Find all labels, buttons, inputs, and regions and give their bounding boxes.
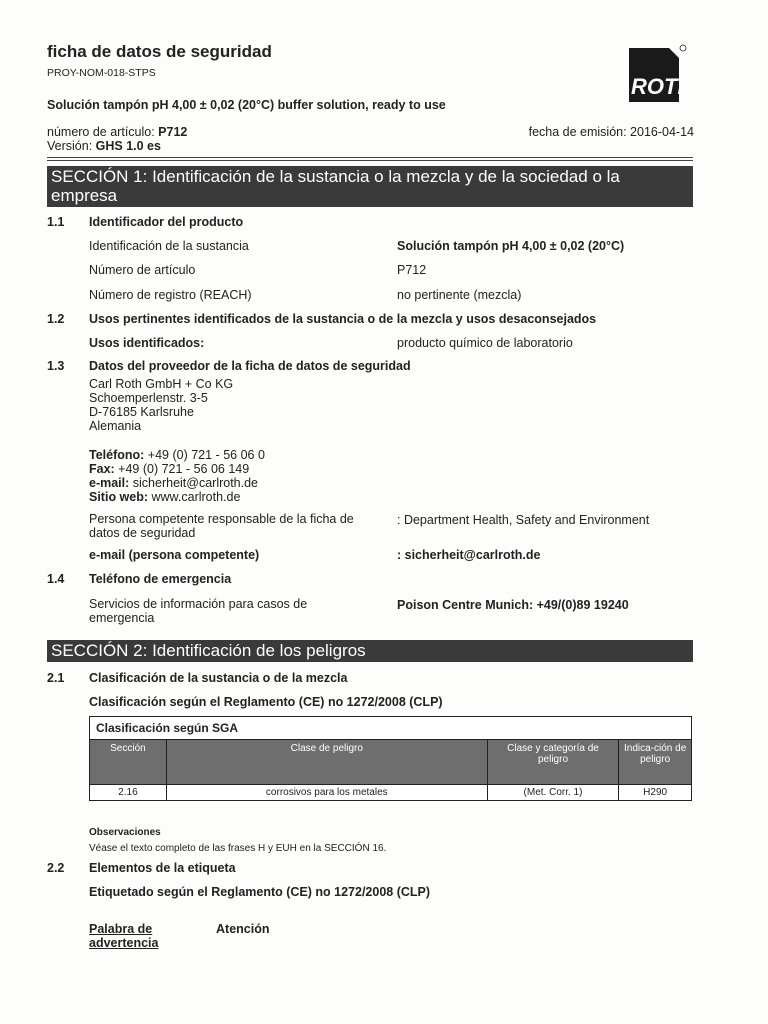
phone-value: +49 (0) 721 - 56 06 0 — [144, 448, 265, 462]
address-line: D-76185 Karlsruhe — [89, 405, 194, 419]
header-divider — [47, 157, 693, 158]
web-value[interactable]: www.carlroth.de — [148, 490, 241, 504]
section-1-2-number: 1.2 — [47, 312, 65, 326]
row-label: Identificación de la sustancia — [89, 239, 249, 253]
row-value: no pertinente (mezcla) — [397, 288, 522, 302]
fax-label: Fax: — [89, 462, 115, 476]
responsible-label — [89, 512, 354, 540]
roth-logo — [623, 44, 694, 104]
table-header: Sección — [90, 740, 167, 785]
header-divider-2 — [47, 160, 693, 161]
signal-word-label — [89, 922, 158, 950]
supplier-contacts — [89, 448, 265, 504]
section-2-2-subheading: Etiquetado según el Reglamento (CE) no 1272/2008 (CLP) — [89, 885, 431, 899]
row-value: P712 — [397, 263, 427, 277]
signal-word-label-line: Palabra de — [89, 922, 153, 936]
table-header: Indica-ción de peligro — [619, 740, 692, 785]
article-value: P712 — [158, 125, 188, 139]
table-cell: corrosivos para los metales — [166, 785, 487, 801]
product-line: Solución tampón pH 4,00 ± 0,02 (20°C) buffer solution, ready to use — [47, 98, 446, 112]
address-line: Schoemperlenstr. 3-5 — [89, 391, 208, 405]
uses-label: Usos identificados: — [89, 336, 205, 350]
section-2-2-heading: Elementos de la etiqueta — [89, 861, 236, 875]
document-title: ficha de datos de seguridad — [47, 42, 272, 61]
phone-label: Teléfono: — [89, 448, 145, 462]
section-1-title: SECCIÓN 1: Identificación de la sustancia o la mezcla y de la sociedad o la empresa — [47, 166, 693, 207]
section-1-1-number: 1.1 — [47, 215, 65, 229]
competent-email-value[interactable]: : sicherheit@carlroth.de — [397, 548, 541, 562]
issue-date: fecha de emisión: 2016-04-14 — [528, 125, 694, 139]
emergency-label-line: emergencia — [89, 611, 155, 625]
norm-reference: PROY-NOM-018-STPS — [47, 67, 156, 79]
article-label: número de artículo: — [47, 125, 159, 139]
section-2-1-number: 2.1 — [47, 671, 65, 685]
section-1-1-heading: Identificador del producto — [89, 215, 244, 229]
web-label: Sitio web: — [89, 490, 149, 504]
responsible-label-line: Persona competente responsable de la ficha de — [89, 512, 354, 526]
table-cell: H290 — [619, 785, 692, 801]
responsible-value: : Department Health, Safety and Environment — [397, 513, 650, 527]
section-2-1-heading: Clasificación de la sustancia o de la mezcla — [89, 671, 348, 685]
section-2-1-subheading: Clasificación según el Reglamento (CE) no 1272/2008 (CLP) — [89, 695, 443, 709]
supplier-address — [89, 377, 233, 433]
emergency-label-line: Servicios de información para casos de — [89, 597, 308, 611]
address-line: Carl Roth GmbH + Co KG — [89, 377, 234, 391]
emergency-label — [89, 597, 307, 625]
section-2-2-number: 2.2 — [47, 861, 65, 875]
address-line: Alemania — [89, 419, 142, 433]
fax-value: +49 (0) 721 - 56 06 149 — [114, 462, 250, 476]
table-row — [90, 785, 692, 801]
signal-word-value: Atención — [216, 922, 270, 936]
logo-text: ROTH — [631, 74, 694, 99]
email-value[interactable]: sicherheit@carlroth.de — [129, 476, 259, 490]
version-value: GHS 1.0 es — [95, 139, 161, 153]
section-1-3-number: 1.3 — [47, 359, 65, 373]
section-1-4-heading: Teléfono de emergencia — [89, 572, 232, 586]
row-label: Número de artículo — [89, 263, 196, 277]
article-version-block — [47, 125, 187, 153]
observations-heading: Observaciones — [89, 827, 161, 838]
section-1-4-number: 1.4 — [47, 572, 65, 586]
responsible-label-line: datos de seguridad — [89, 526, 196, 540]
table-cell: 2.16 — [90, 785, 167, 801]
table-header: Clase de peligro — [166, 740, 487, 785]
signal-word-label-line: advertencia — [89, 936, 159, 950]
uses-value: producto químico de laboratorio — [397, 336, 573, 350]
emergency-value: Poison Centre Munich: +49/(0)89 19240 — [397, 598, 629, 612]
observations-text: Véase el texto completo de las frases H y EUH en la SECCIÓN 16. — [89, 843, 387, 854]
section-1-2-heading: Usos pertinentes identificados de la sustancia o de la mezcla y usos desaconsejados — [89, 312, 597, 326]
competent-email-label: e-mail (persona competente) — [89, 548, 260, 562]
section-1-3-heading: Datos del proveedor de la ficha de datos de seguridad — [89, 359, 411, 373]
sga-classification-table — [89, 716, 692, 801]
row-value: Solución tampón pH 4,00 ± 0,02 (20°C) — [397, 239, 625, 253]
version-label: Versión: — [47, 139, 96, 153]
email-label: e-mail: — [89, 476, 130, 490]
table-header: Clase y categoría de peligro — [487, 740, 619, 785]
table-caption: Clasificación según SGA — [90, 717, 692, 740]
table-cell: (Met. Corr. 1) — [487, 785, 619, 801]
row-label: Número de registro (REACH) — [89, 288, 252, 302]
section-2-title: SECCIÓN 2: Identificación de los peligros — [47, 640, 693, 662]
